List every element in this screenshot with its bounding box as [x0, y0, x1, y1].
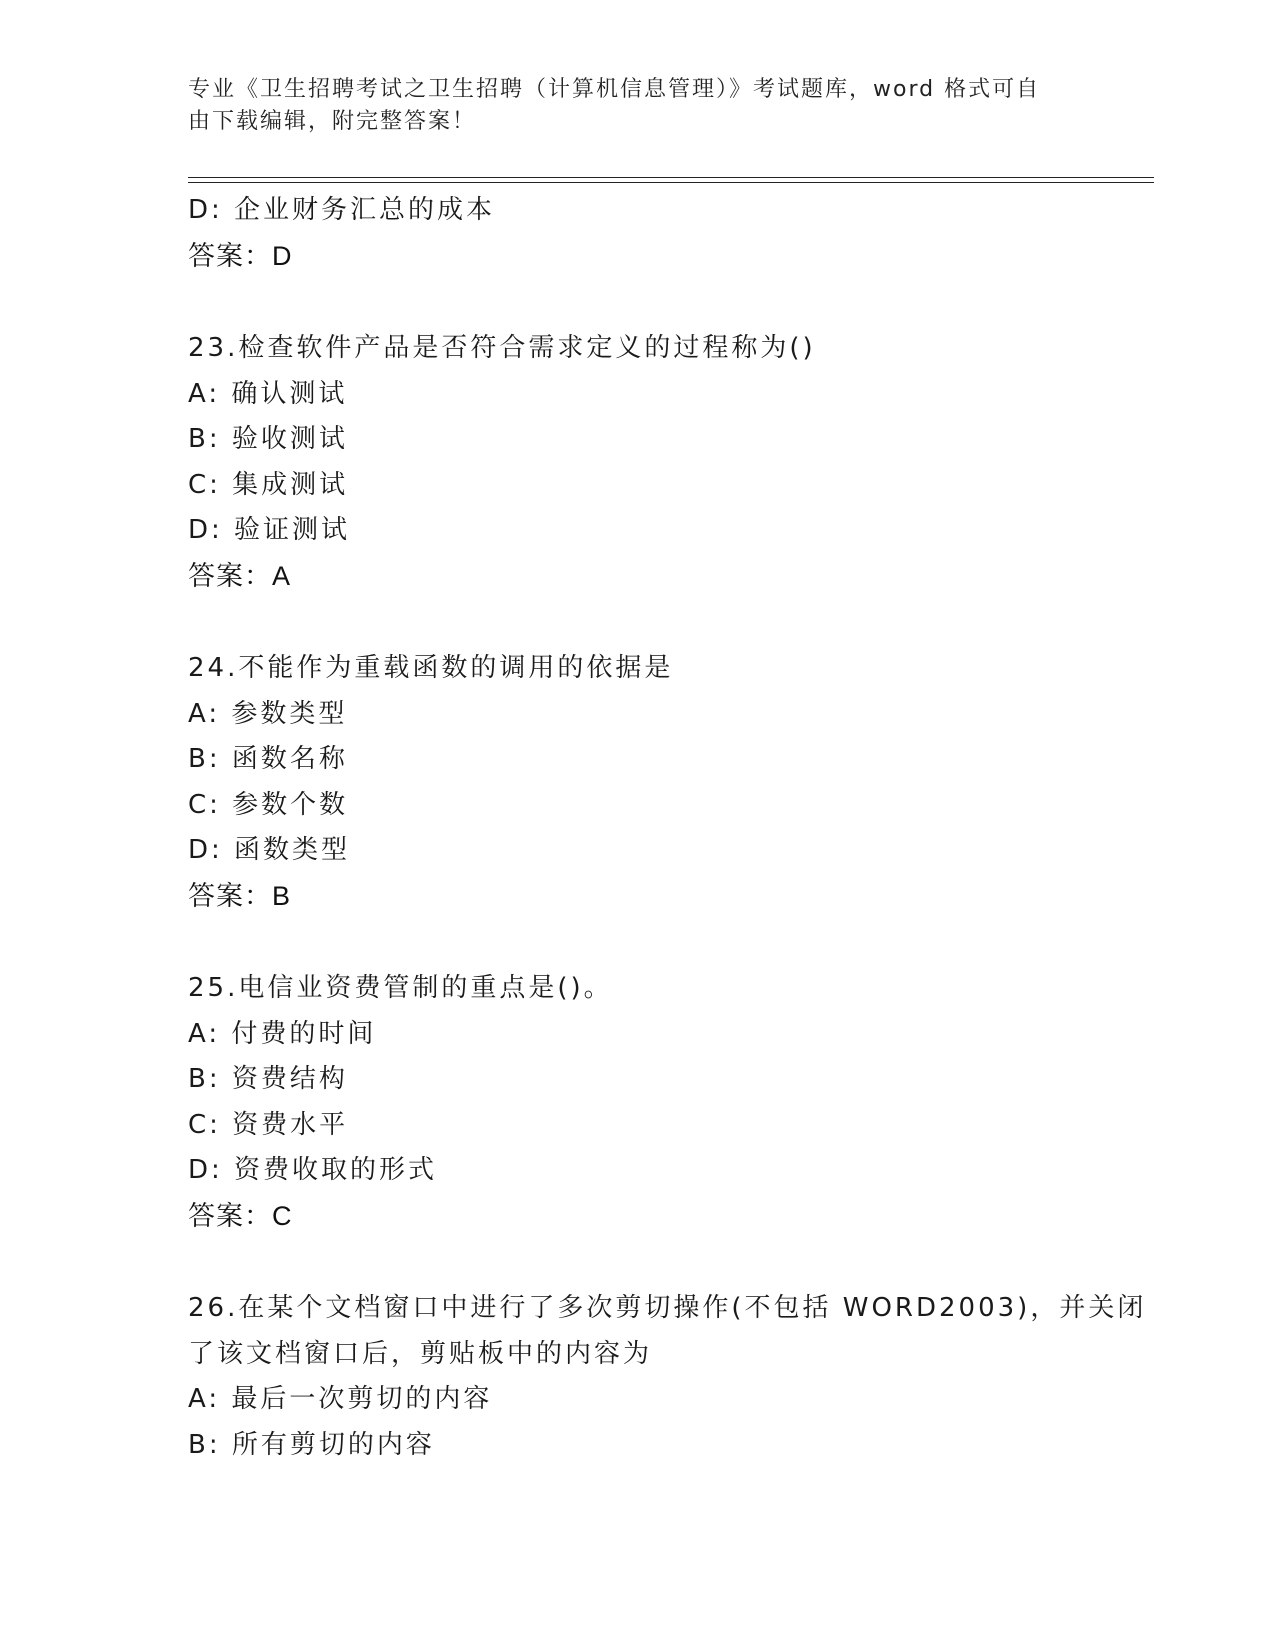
option-c: C: 参数个数 — [188, 789, 349, 820]
option-c: C: 资费水平 — [188, 1109, 349, 1140]
option-a: A: 确认测试 — [188, 378, 348, 409]
answer: 答案：B — [188, 880, 292, 911]
spacer — [188, 1239, 1148, 1286]
header-rule-bottom — [188, 182, 1154, 183]
option-b: B: 函数名称 — [188, 744, 348, 774]
question-content — [188, 188, 1148, 1468]
option-c: C: 集成测试 — [188, 469, 349, 500]
question-stem-line-1: 26.在某个文档窗口中进行了多次剪切操作(不包括 WORD2003)，并关闭 — [188, 1293, 1147, 1323]
question-23 — [188, 326, 1148, 599]
spacer — [188, 279, 1148, 326]
question-stem: 25.电信业资费管制的重点是()。 — [188, 973, 613, 1003]
question-22-carryover — [188, 188, 1148, 279]
answer: 答案：A — [188, 560, 292, 591]
spacer — [188, 919, 1148, 966]
option-d: D: 验证测试 — [188, 515, 351, 545]
question-stem: 24.不能作为重载函数的调用的依据是 — [188, 653, 674, 683]
option-d: D: 企业财务汇总的成本 — [188, 195, 496, 225]
option-a: A: 参数类型 — [188, 698, 348, 729]
answer: 答案：D — [188, 240, 293, 271]
header-line-1: 专业《卫生招聘考试之卫生招聘（计算机信息管理）》考试题库，word 格式可自 — [188, 77, 1041, 102]
option-d: D: 资费收取的形式 — [188, 1155, 438, 1185]
page-header — [188, 74, 1068, 138]
option-b: B: 验收测试 — [188, 424, 348, 454]
question-25 — [188, 966, 1148, 1239]
spacer — [188, 599, 1148, 646]
option-a: A: 付费的时间 — [188, 1018, 377, 1049]
question-26 — [188, 1286, 1148, 1468]
option-b: B: 所有剪切的内容 — [188, 1429, 435, 1460]
header-rule-top — [188, 177, 1154, 178]
question-stem: 23.检查软件产品是否符合需求定义的过程称为() — [188, 333, 816, 363]
question-24 — [188, 646, 1148, 919]
option-b: B: 资费结构 — [188, 1064, 348, 1094]
question-stem-line-2: 了该文档窗口后，剪贴板中的内容为 — [188, 1338, 653, 1369]
option-d: D: 函数类型 — [188, 835, 351, 865]
option-a: A: 最后一次剪切的内容 — [188, 1384, 493, 1414]
header-line-2: 由下载编辑，附完整答案！ — [188, 109, 477, 134]
answer: 答案：C — [188, 1200, 293, 1231]
